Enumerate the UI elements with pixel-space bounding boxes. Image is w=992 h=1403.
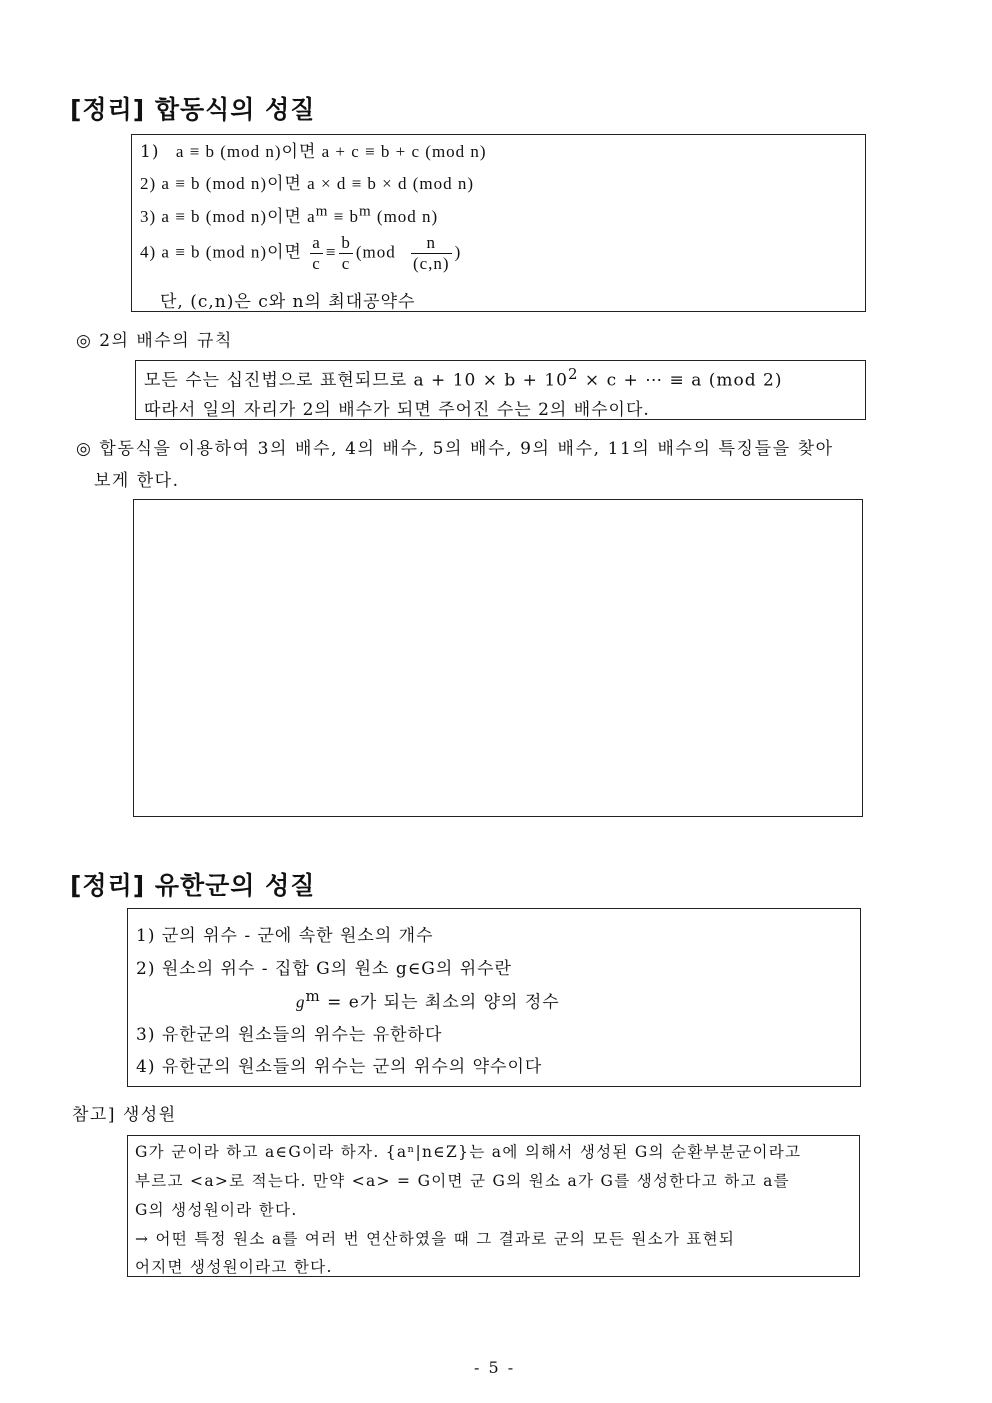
property-4-mod: (mod: [355, 242, 396, 262]
generator-definition-box: [127, 1135, 860, 1277]
group-order-item: 1) 군의 위수 - 군에 속한 원소의 개수: [136, 926, 434, 946]
generator-line-5: 어지면 생성원이라고 한다.: [135, 1258, 333, 1276]
decimal-expansion-pre: 모든 수는 십진법으로 표현되므로 a + 10 × b + 10: [144, 370, 568, 391]
g-symbol: g: [296, 992, 306, 1012]
decimal-expansion-exp: 2: [567, 365, 579, 383]
property-3-exp2: m: [359, 203, 372, 220]
section-title-finite-group: [정리] 유한군의 성질: [70, 871, 316, 900]
congruence-properties-box: [131, 134, 866, 312]
property-3-post: (mod n): [371, 207, 439, 226]
decimal-expansion-post: × c + ⋯ ≡ a (mod 2): [578, 370, 783, 391]
property-4-pre: 4) a ≡ b (mod n)이면: [140, 242, 302, 262]
lagrange-item: 4) 유한군의 원소들의 위수는 군의 위수의 약수이다: [136, 1057, 543, 1077]
property-3-exp1: m: [315, 203, 329, 220]
element-order-definition: [296, 987, 560, 1013]
property-1-text: a ≡ b (mod n)이면 a + c ≡ b + c (mod n): [175, 142, 487, 161]
frac1-den: c: [312, 254, 321, 273]
bullet-find-multiples-instruction: ◎ 합동식을 이용하여 3의 배수, 4의 배수, 5의 배수, 9의 배수, 11의 배수의 특징들을 찾아: [76, 439, 834, 459]
property-1: [140, 137, 487, 162]
generator-line-1: G가 군이라 하고 a∈G이라 하자. {aⁿ|n∈Z}는 a에 의해서 생성된 G의 순환부분군이라고: [135, 1143, 802, 1161]
frac2-den: c: [341, 254, 351, 273]
page-number: - 5 -: [474, 1358, 516, 1377]
element-order-item: 2) 원소의 위수 - 집합 G의 원소 g∈G의 위수란: [136, 959, 512, 979]
bullet-multiples-of-2: ◎ 2의 배수의 규칙: [76, 331, 233, 351]
property-3-pre: 3) a ≡ b (mod n)이면 a: [140, 207, 316, 226]
bullet-find-multiples-continued: 보게 한다.: [94, 471, 180, 491]
finite-group-properties-box: [127, 908, 861, 1087]
property-4-close: ): [454, 242, 462, 262]
property-3-mid: ≡ b: [328, 207, 359, 226]
finite-orders-item: 3) 유한군의 원소들의 위수는 유한하다: [136, 1025, 443, 1045]
property-4: [140, 233, 461, 274]
property-3: [140, 202, 438, 227]
units-digit-line: 따라서 일의 자리가 2의 배수가 되면 주어진 수는 2의 배수이다.: [144, 400, 650, 420]
property-2: 2) a ≡ b (mod n)이면 a × d ≡ b × d (mod n): [140, 174, 475, 193]
frac2-num: b: [341, 233, 351, 252]
frac3-den: (c,n): [412, 254, 450, 273]
generator-line-4: → 어떤 특정 원소 a를 여러 번 연산하였을 때 그 결과로 군의 모든 원소가 표현되: [135, 1230, 736, 1248]
frac1-num: a: [312, 233, 321, 252]
generator-line-2: 부르고 <a>로 적는다. 만약 <a> = G이면 군 G의 원소 a가 G를 생성한다고 하고 a를: [135, 1172, 790, 1190]
element-order-definition-text: = e가 되는 최소의 양의 정수: [320, 992, 560, 1013]
fraction-a-over-c: [310, 233, 323, 274]
fraction-n-over-cn: [411, 233, 452, 274]
decimal-expansion-line: [144, 365, 782, 391]
gcd-note: 단, (c,n)은 c와 n의 최대공약수: [160, 292, 416, 312]
empty-answer-box: [133, 499, 863, 817]
property-1-number: 1): [140, 142, 160, 162]
section-title-congruence: [정리] 합동식의 성질: [70, 95, 316, 124]
reference-generator-label: 참고] 생성원: [72, 1105, 177, 1125]
fraction-b-over-c: [339, 233, 353, 274]
m-exponent: m: [305, 987, 321, 1005]
generator-line-3: G의 생성원이라 한다.: [135, 1201, 298, 1219]
multiples-of-2-box: [135, 360, 866, 420]
frac3-num: n: [411, 233, 452, 254]
property-4-eq: ≡: [325, 242, 337, 262]
